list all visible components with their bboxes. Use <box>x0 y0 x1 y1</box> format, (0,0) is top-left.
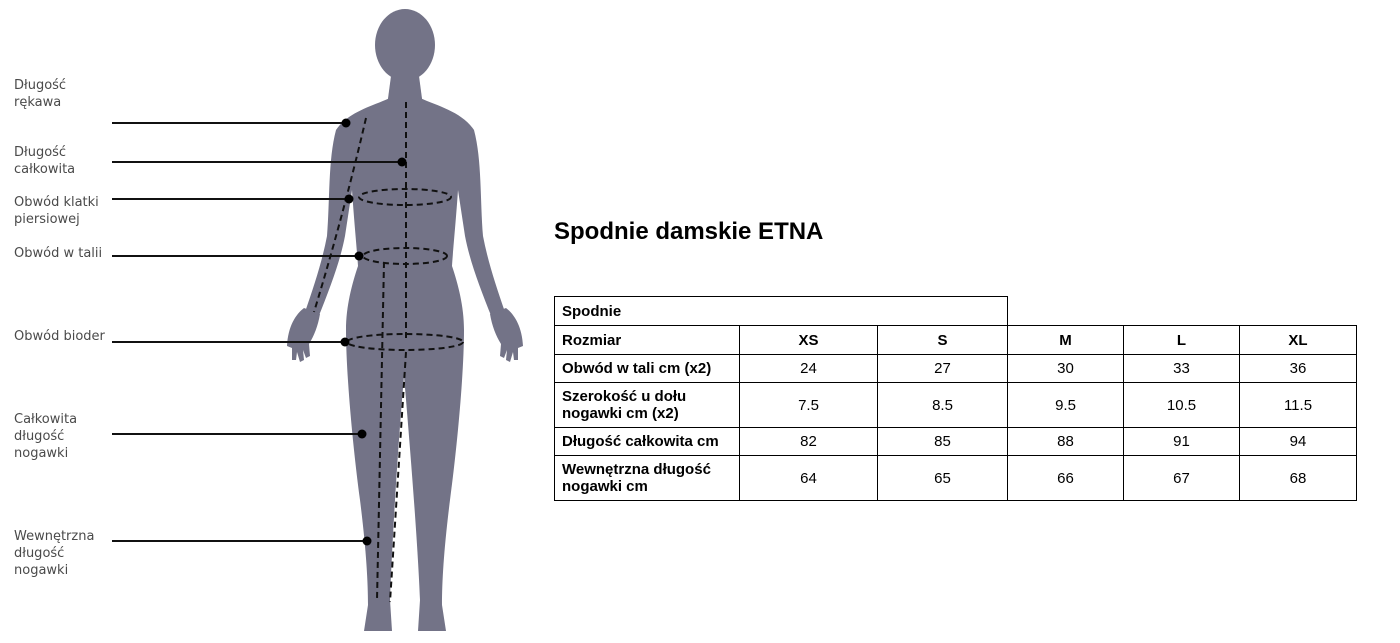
label-chest: Obwód klatki piersiowej <box>14 195 99 227</box>
row-label: Długość całkowita cm <box>555 428 740 456</box>
label-waist: Obwód w talii <box>14 246 103 261</box>
size-l: L <box>1124 326 1240 355</box>
table-cell: 30 <box>1008 355 1124 383</box>
table-cell: 65 <box>878 456 1008 501</box>
size-m: M <box>1008 326 1124 355</box>
size-header-row <box>555 326 1357 355</box>
table-cell: 10.5 <box>1124 383 1240 428</box>
table-row <box>555 383 1357 428</box>
row-label: Szerokość u dołu nogawki cm (x2) <box>555 383 740 428</box>
table-cell: 7.5 <box>740 383 878 428</box>
table-cell: 11.5 <box>1240 383 1357 428</box>
size-table <box>554 296 1357 501</box>
row-label: Obwód w tali cm (x2) <box>555 355 740 383</box>
row-label: Wewnętrzna długość nogawki cm <box>555 456 740 501</box>
table-cell: 91 <box>1124 428 1240 456</box>
page-title: Spodnie damskie ETNA <box>554 218 824 245</box>
label-total-length: Długość całkowita <box>14 145 76 177</box>
label-leg-total-length: Całkowita długość nogawki <box>14 412 78 461</box>
table-cell: 67 <box>1124 456 1240 501</box>
label-sleeve-length: Długość rękawa <box>14 78 67 110</box>
size-header-label: Rozmiar <box>555 326 740 355</box>
table-cell: 88 <box>1008 428 1124 456</box>
table-row <box>555 355 1357 383</box>
table-cell: 85 <box>878 428 1008 456</box>
table-caption: Spodnie <box>555 297 1008 326</box>
label-hips: Obwód bioder <box>14 329 105 344</box>
table-cell: 27 <box>878 355 1008 383</box>
table-row <box>555 428 1357 456</box>
label-inseam: Wewnętrzna długość nogawki <box>14 529 95 578</box>
table-cell: 68 <box>1240 456 1357 501</box>
table-cell: 82 <box>740 428 878 456</box>
table-cell: 94 <box>1240 428 1357 456</box>
table-cell: 36 <box>1240 355 1357 383</box>
size-s: S <box>878 326 1008 355</box>
table-cell: 33 <box>1124 355 1240 383</box>
size-xs: XS <box>740 326 878 355</box>
size-xl: XL <box>1240 326 1357 355</box>
measurement-diagram <box>0 0 540 639</box>
table-cell: 64 <box>740 456 878 501</box>
table-cell: 8.5 <box>878 383 1008 428</box>
table-row <box>555 456 1357 501</box>
table-cell: 66 <box>1008 456 1124 501</box>
table-cell: 9.5 <box>1008 383 1124 428</box>
table-caption-row <box>555 297 1357 326</box>
table-cell: 24 <box>740 355 878 383</box>
